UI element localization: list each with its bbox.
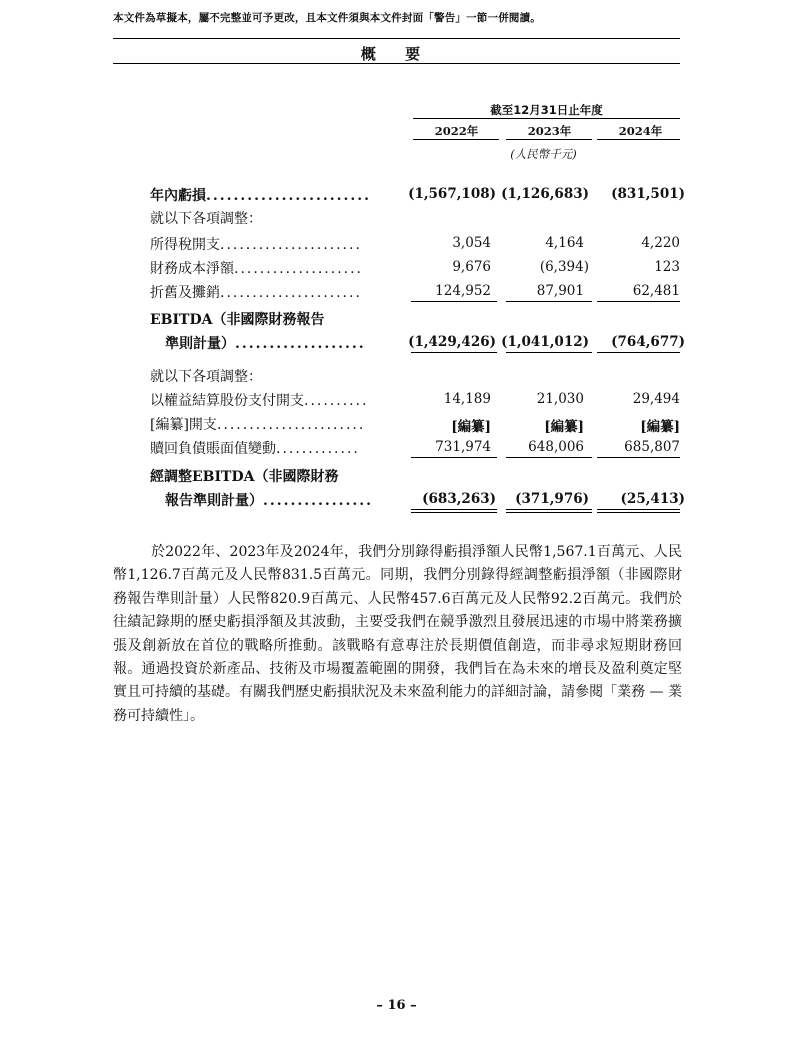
total-rule-2023-a — [506, 509, 592, 510]
year-2023-header: 2023年 — [527, 124, 572, 138]
row-loss-2023: (1,126,683) — [501, 186, 589, 202]
row-redemption-liability-2022: 731,974 — [435, 439, 491, 455]
total-rule-2024-b — [597, 512, 680, 513]
ebitda-rule-2022 — [411, 352, 497, 353]
row-share-based-label: 以權益結算股份支付開支.......... — [150, 393, 369, 409]
row-depreciation-2023: 87,901 — [536, 283, 584, 299]
header-rule-top — [113, 38, 680, 39]
loss-discussion-paragraph: 於2022年、2023年及2024年，我們分別錄得虧損淨額人民幣1,567.1百萬元、人民幣1,126.7百萬元及人民幣831.5百萬元。同期，我們分別錄得經調整虧損淨額（非國際財務報告準則計量）人民幣820.9百萬元、人民幣457.6百萬元及人民幣92.2百萬元。我們於往績記錄期的歷史虧損淨額及其波動，主要受我們在競爭激烈且發展迅速的市場中將業務擴張及創新放在首位的戰略所推動。該戰略有意專注於長期價值創造，而非尋求短期財務回報。通過投資於新產品、技術及市場覆蓋範圍的開發，我們旨在為未來的增長及盈利奠定堅實且可持續的基礎。有關我們歷史虧損狀況及未來盈利能力的詳細討論，請參閱「業務 — 業務可持續性」。 — [113, 544, 682, 724]
total-rule-2024-a — [597, 509, 680, 510]
row-depreciation-2022: 124,952 — [435, 283, 491, 299]
currency-unit: (人民幣千元) — [510, 147, 577, 161]
year-rule-2022 — [413, 139, 499, 140]
row-finance-cost-2022: 9,676 — [452, 259, 491, 275]
adj-rule-2023 — [506, 457, 592, 458]
year-2022-header: 2022年 — [434, 124, 479, 138]
row-finance-cost-2024: 123 — [654, 259, 680, 275]
row-depreciation-2024: 62,481 — [632, 283, 680, 299]
row-loss-2024: (831,501) — [611, 186, 685, 202]
row-depreciation-label: 折舊及攤銷...................... — [150, 285, 362, 301]
subtotal-rule-2024 — [597, 301, 680, 302]
row-adjustments-heading-2: 就以下各項調整： — [150, 369, 262, 385]
row-share-based-2024: 29,494 — [632, 391, 680, 407]
row-share-based-2022: 14,189 — [443, 391, 491, 407]
adj-rule-2022 — [411, 457, 497, 458]
period-header-rule — [413, 118, 680, 119]
total-rule-2023-b — [506, 512, 592, 513]
row-adjustments-heading-1: 就以下各項調整： — [150, 211, 262, 227]
row-income-tax-2022: 3,054 — [452, 235, 491, 251]
row-ebitda-label-line2: 準則計量）................... — [165, 336, 366, 352]
ebitda-rule-2024 — [597, 352, 680, 353]
row-redacted-expense-2022: [編纂] — [451, 419, 491, 435]
total-rule-2022-b — [411, 512, 497, 513]
row-redacted-expense-label: [編纂]開支....................... — [150, 417, 366, 433]
row-redacted-expense-2023: [編纂] — [544, 419, 584, 435]
adj-rule-2024 — [597, 457, 680, 458]
row-loss-2022: (1,567,108) — [408, 186, 496, 202]
row-income-tax-label: 所得稅開支...................... — [150, 237, 362, 253]
row-income-tax-2024: 4,220 — [641, 235, 680, 251]
row-finance-cost-2023: (6,394) — [539, 259, 589, 275]
row-adjusted-ebitda-label-line1: 經調整EBITDA（非國際財務 — [150, 469, 339, 485]
section-title: 概 要 — [360, 45, 433, 63]
row-adjusted-ebitda-2022: (683,263) — [422, 491, 496, 507]
row-share-based-2023: 21,030 — [536, 391, 584, 407]
row-ebitda-2023: (1,041,012) — [501, 334, 589, 350]
year-2024-header: 2024年 — [618, 124, 663, 138]
row-finance-cost-label: 財務成本淨額.................... — [150, 261, 364, 277]
header-rule-bottom — [113, 63, 680, 64]
period-header: 截至12月31日止年度 — [490, 103, 603, 117]
year-rule-2023 — [506, 139, 592, 140]
row-adjusted-ebitda-2023: (371,976) — [515, 491, 589, 507]
page-number: – 16 – — [376, 998, 417, 1013]
row-adjusted-ebitda-2024: (25,413) — [620, 491, 685, 507]
row-redacted-expense-2024: [編纂] — [640, 419, 680, 435]
total-rule-2022-a — [411, 509, 497, 510]
row-ebitda-2022: (1,429,426) — [408, 334, 496, 350]
row-ebitda-2024: (764,677) — [611, 334, 685, 350]
row-income-tax-2023: 4,164 — [545, 235, 584, 251]
row-redemption-liability-2023: 648,006 — [528, 439, 584, 455]
subtotal-rule-2023 — [506, 301, 592, 302]
row-ebitda-label-line1: EBITDA（非國際財務報告 — [150, 312, 325, 328]
subtotal-rule-2022 — [411, 301, 497, 302]
year-rule-2024 — [597, 139, 680, 140]
ebitda-rule-2023 — [506, 352, 592, 353]
row-loss-for-year-label: 年內虧損........................ — [150, 188, 371, 204]
row-redemption-liability-label: 贖回負債賬面值變動............. — [150, 441, 360, 457]
row-adjusted-ebitda-label-line2: 報告準則計量）................ — [165, 493, 373, 509]
draft-warning-note: 本文件為草擬本，屬不完整並可予更改，且本文件須與本文件封面「警告」一節一併閱讀。 — [113, 12, 541, 24]
row-redemption-liability-2024: 685,807 — [624, 439, 680, 455]
